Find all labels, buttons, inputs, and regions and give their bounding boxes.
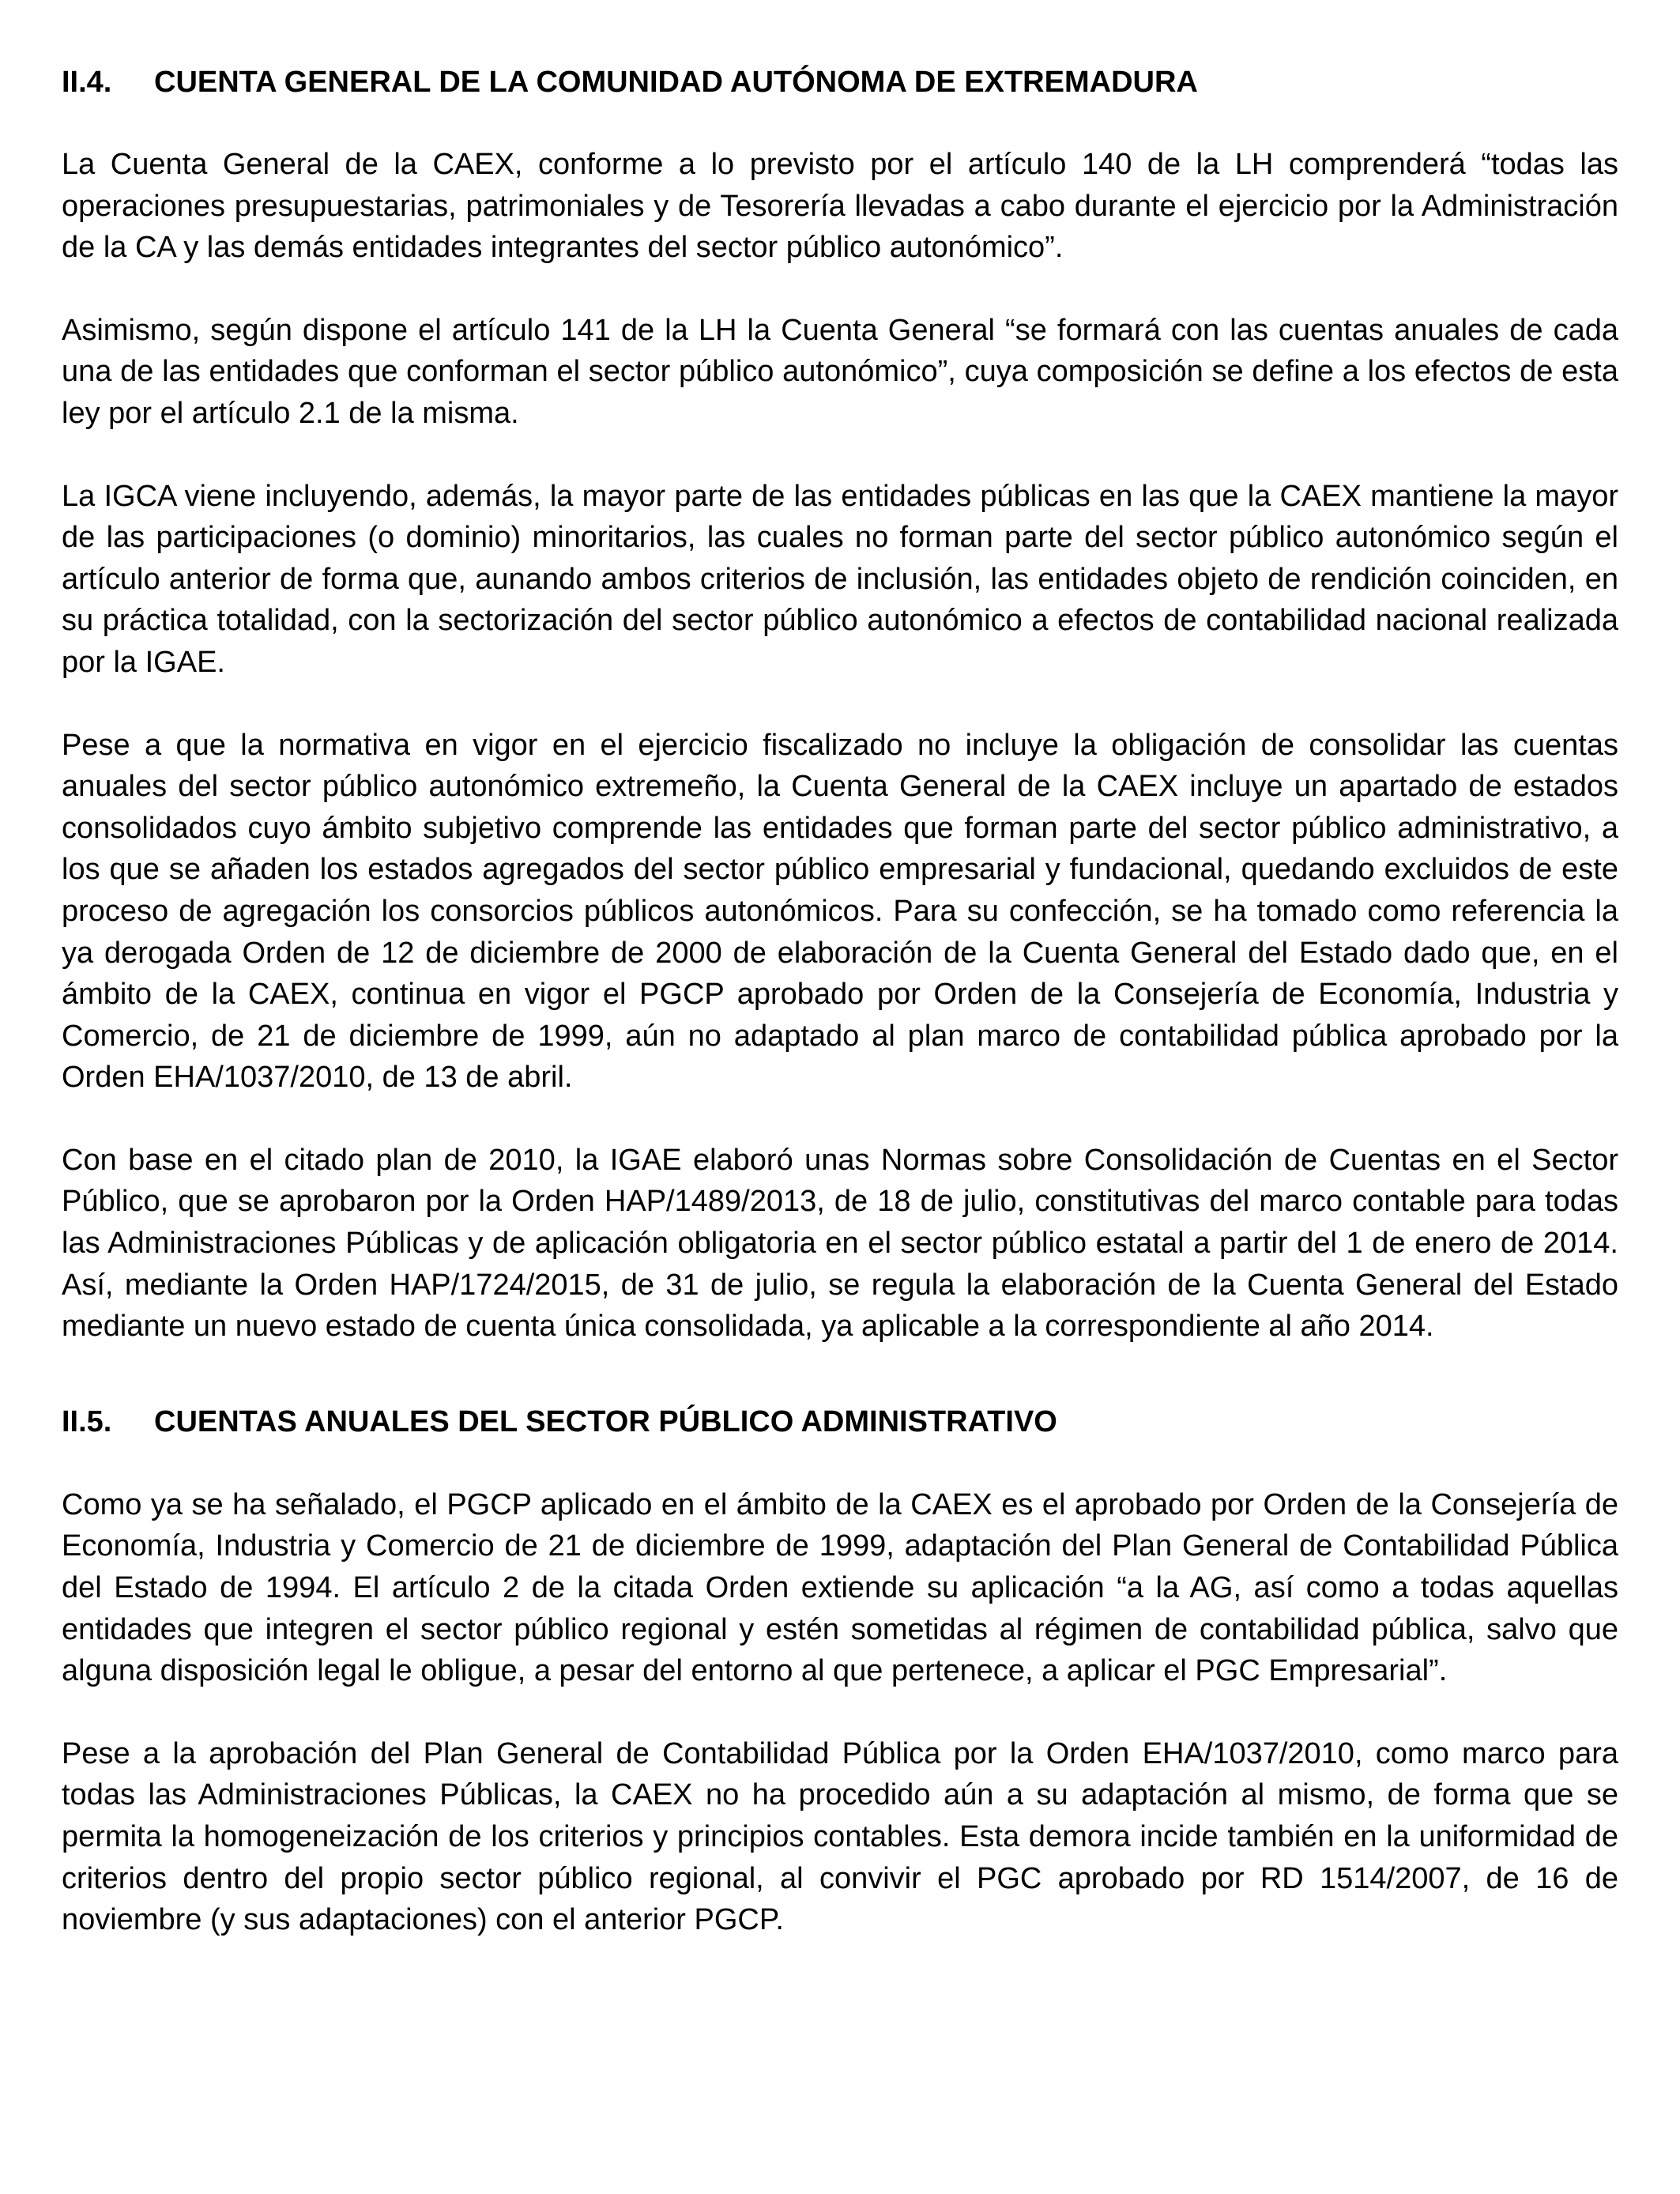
- paragraph: La Cuenta General de la CAEX, conforme a lo previsto por el artículo 140 de la LH comprenderá “todas las operaciones presupuestarias, patrimoniales y de Tesorería llevadas a cabo durante el ejercicio por la Administración de la CA y las demás entidades integrantes del sector público autonómico”.: [62, 148, 1618, 265]
- section-title: CUENTAS ANUALES DEL SECTOR PÚBLICO ADMINISTRATIVO: [154, 1404, 1057, 1438]
- section-heading: [62, 1401, 1618, 1442]
- section-number: II.5.: [62, 1404, 112, 1438]
- paragraph: Pese a la aprobación del Plan General de Contabilidad Pública por la Orden EHA/1037/2010, como marco para todas las Administraciones Públicas, la CAEX no ha procedido aún a su adaptación al mismo, de forma que se permita la homogeneización de los criterios y principios contables. Esta demora incide también en la uniformidad de criterios dentro del propio sector público regional, al convivir el PGC aprobado por RD 1514/2007, de 16 de noviembre (y sus adaptaciones) con el anterior PGCP.: [62, 1736, 1618, 1937]
- section-number: II.4.: [62, 66, 112, 99]
- section-title: CUENTA GENERAL DE LA COMUNIDAD AUTÓNOMA DE EXTREMADURA: [154, 66, 1198, 99]
- paragraph: Asimismo, según dispone el artículo 141 de la LH la Cuenta General “se formará con las cuentas anuales de cada una de las entidades que conforman el sector público autonómico”, cuya composición se define a los efectos de esta ley por el artículo 2.1 de la misma.: [62, 313, 1618, 430]
- section-heading: [62, 62, 1618, 103]
- document-page: [62, 62, 1618, 1941]
- paragraph: Con base en el citado plan de 2010, la IGAE elaboró unas Normas sobre Consolidación de Cuentas en el Sector Público, que se aprobaron por la Orden HAP/1489/2013, de 18 de julio, constitutivas del marco contable para todas las Administraciones Públicas y de aplicación obligatoria en el sector público estatal a partir del 1 de enero de 2014. Así, mediante la Orden HAP/1724/2015, de 31 de julio, se regula la elaboración de la Cuenta General del Estado mediante un nuevo estado de cuenta única consolidada, ya aplicable a la correspondiente al año 2014.: [62, 1143, 1618, 1344]
- paragraph: Pese a que la normativa en vigor en el ejercicio fiscalizado no incluye la obligación de consolidar las cuentas anuales del sector público autonómico extremeño, la Cuenta General de la CAEX incluye un apartado de estados consolidados cuyo ámbito subjetivo comprende las entidades que forman parte del sector público administrativo, a los que se añaden los estados agregados del sector público empresarial y fundacional, quedando excluidos de este proceso de agregación los consorcios públicos autonómicos. Para su confección, se ha tomado como referencia la ya derogada Orden de 12 de diciembre de 2000 de elaboración de la Cuenta General del Estado dado que, en el ámbito de la CAEX, continua en vigor el PGCP aprobado por Orden de la Consejería de Economía, Industria y Comercio, de 21 de diciembre de 1999, aún no adaptado al plan marco de contabilidad pública aprobado por la Orden EHA/1037/2010, de 13 de abril.: [62, 728, 1618, 1095]
- paragraph: Como ya se ha señalado, el PGCP aplicado en el ámbito de la CAEX es el aprobado por Orden de la Consejería de Economía, Industria y Comercio de 21 de diciembre de 1999, adaptación del Plan General de Contabilidad Pública del Estado de 1994. El artículo 2 de la citada Orden extiende su aplicación “a la AG, así como a todas aquellas entidades que integren el sector público regional y estén sometidas al régimen de contabilidad pública, salvo que alguna disposición legal le obligue, a pesar del entorno al que pertenece, a aplicar el PGC Empresarial”.: [62, 1487, 1618, 1688]
- paragraph: La IGCA viene incluyendo, además, la mayor parte de las entidades públicas en las que la CAEX mantiene la mayor de las participaciones (o dominio) minoritarios, las cuales no forman parte del sector público autonómico según el artículo anterior de forma que, aunando ambos criterios de inclusión, las entidades objeto de rendición coinciden, en su práctica totalidad, con la sectorización del sector público autonómico a efectos de contabilidad nacional realizada por la IGAE.: [62, 479, 1618, 679]
